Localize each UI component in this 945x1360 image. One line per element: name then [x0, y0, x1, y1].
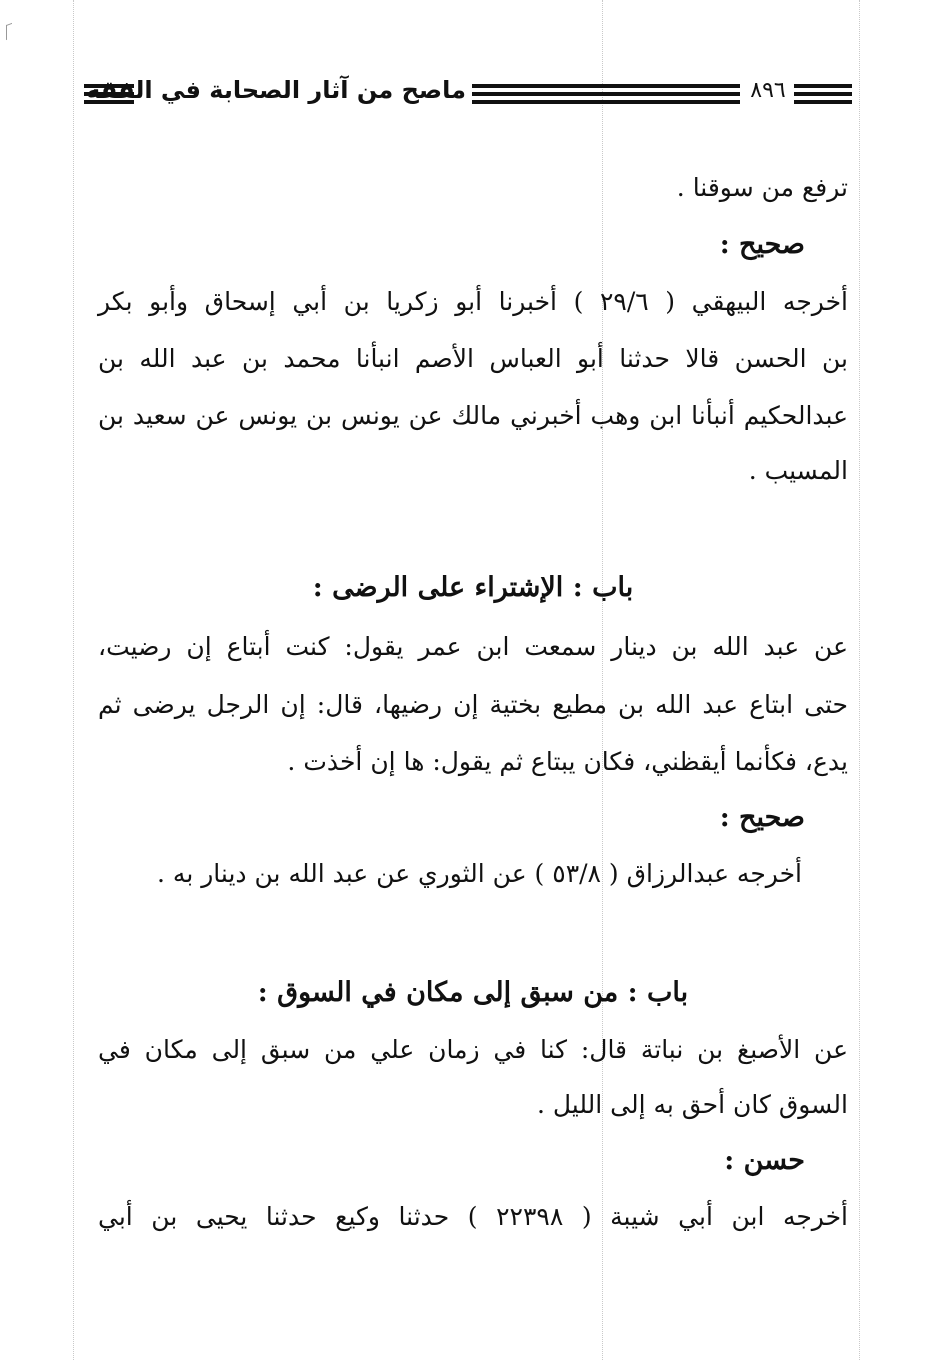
chapter-heading: باب : من سبق إلى مكان في السوق : — [257, 977, 689, 1008]
text-line: عبدالحكيم أنبأنا ابن وهب أخبرني مالك عن يونس بن يونس عن سعيد بن — [98, 401, 848, 430]
text-line: حتى ابتاع عبد الله بن مطيع بختية إن رضيها، قال: إن الرجل يرضى ثم — [98, 690, 848, 719]
grade-label: صحيح : — [719, 802, 805, 833]
scan-guide-line — [73, 0, 74, 1360]
text-line: أخرجه البيهقي ( ٢٩/٦ ) أخبرنا أبو زكريا بن أبي إسحاق وأبو بكر — [98, 287, 848, 316]
text-line: أخرجه عبدالرزاق ( ٥٣/٨ ) عن الثوري عن عبد الله بن دينار به . — [157, 859, 802, 888]
scan-guide-line — [602, 0, 603, 1360]
scan-corner-mark — [6, 23, 12, 40]
text-line: يدع، فكأنما أيقظني، فكان يبتاع ثم يقول: ها إن أخذت . — [287, 747, 848, 776]
book-title: ماصح من آثار الصحابة في الفقه — [86, 76, 466, 104]
scan-guide-line — [859, 0, 860, 1360]
text-line: السوق كان أحق به إلى الليل . — [536, 1090, 848, 1119]
header-rule-middle — [472, 72, 740, 116]
grade-label: حسن : — [724, 1145, 805, 1176]
grade-label: صحيح : — [719, 229, 805, 260]
text-line: عن الأصبغ بن نباتة قال: كنا في زمان علي من سبق إلى مكان في — [98, 1035, 848, 1064]
text-line: أخرجه ابن أبي شيبة ( ٢٢٣٩٨ ) حدثنا وكيع حدثنا يحيى بن أبي — [98, 1202, 848, 1231]
page-number: ٨٩٦ — [750, 78, 786, 103]
text-line: ترفع من سوقنا . — [676, 173, 848, 202]
chapter-heading: باب : الإشتراء على الرضى : — [312, 572, 634, 603]
text-line: المسيب . — [748, 456, 848, 485]
text-line: عن عبد الله بن دينار سمعت ابن عمر يقول: كنت أبتاع إن رضيت، — [98, 632, 848, 661]
text-line: بن الحسن قالا حدثنا أبو العباس الأصم انبأنا محمد بن عبد الله بن — [98, 344, 848, 373]
running-header — [84, 72, 854, 116]
header-rule-right — [794, 72, 852, 116]
